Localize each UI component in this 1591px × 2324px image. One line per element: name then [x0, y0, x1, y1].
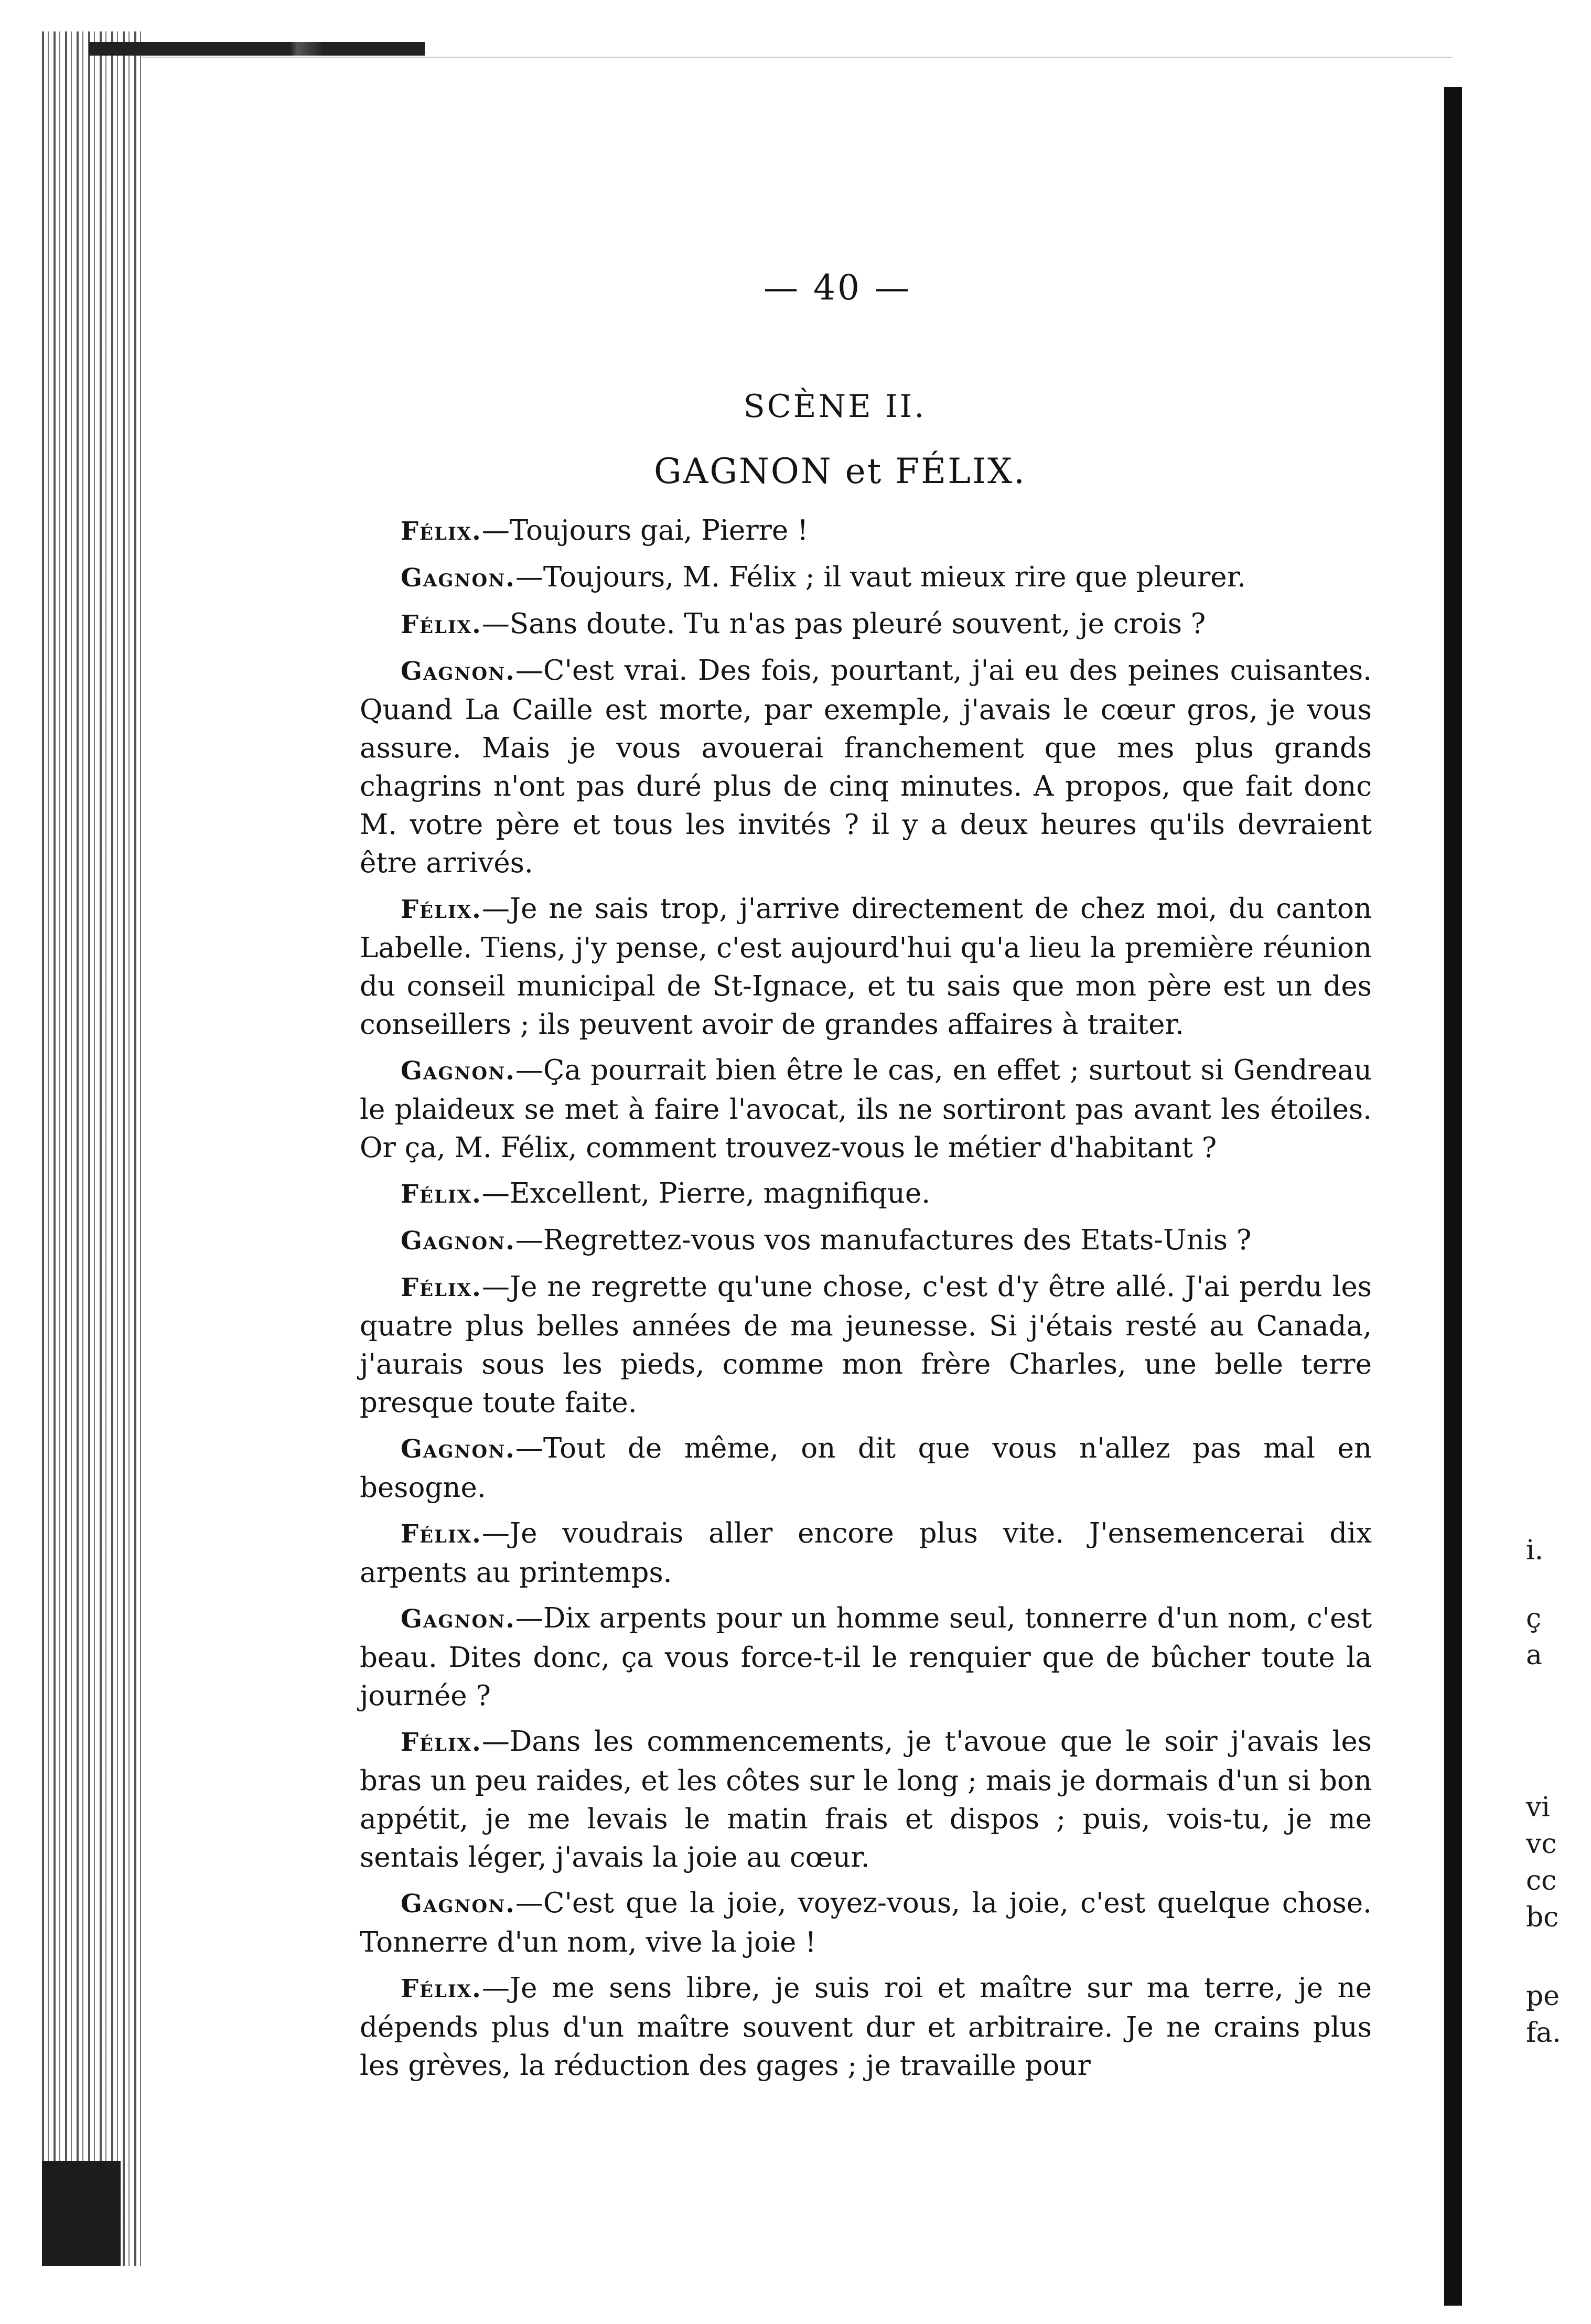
speaker-name: Gagnon.	[401, 1226, 515, 1256]
speech-text: —Dix arpents pour un homme seul, tonnerre d'un nom, c'est beau. Dites donc, ça vous force-t-il le renquier que de bûcher toute la journée ?	[360, 1602, 1372, 1712]
speech-text: —C'est vrai. Des fois, pourtant, j'ai eu des peines cuisantes. Quand La Caille est morte, par exemple, j'avais le cœur gros, je vous assure. Mais je vous avouerai franchement que mes plus grands chagrins n'ont pas duré plus de cinq minutes. A propos, que fait donc M. votre père et tous les invités ? il y a deux heures qu'ils devraient être arrivés.	[360, 655, 1372, 879]
speaker-name: Gagnon.	[401, 1889, 515, 1919]
speech-text: —Ça pourrait bien être le cas, en effet ; surtout si Gendreau le plaideux se met à faire l'avocat, ils ne sortiront pas avant les étoiles. Or ça, M. Félix, comment trouvez-vous le métier d'habitant ?	[360, 1054, 1372, 1164]
speaker-name: Gagnon.	[401, 657, 515, 686]
margin-fragment: fa.	[1526, 2017, 1561, 2049]
speaker-name: Félix.	[401, 1273, 482, 1302]
speaker-name: Félix.	[401, 517, 482, 546]
speech-text: —Je me sens libre, je suis roi et maître sur ma terre, je ne dépends plus d'un maître souvent dur et arbitraire. Je ne crains plus les grèves, la réduction des gages ; je travaille pour	[360, 1972, 1372, 2082]
speech	[360, 605, 1372, 644]
speech	[360, 1429, 1372, 1507]
speech	[360, 1514, 1372, 1592]
speech	[360, 1174, 1372, 1214]
margin-fragment: cc	[1526, 1865, 1557, 1897]
top-scan-line	[142, 57, 1453, 58]
speech	[360, 1969, 1372, 2085]
binding-edge-artifact	[42, 31, 142, 2266]
speech	[360, 1599, 1372, 1715]
binding-shadow-artifact	[42, 2161, 121, 2266]
speech	[360, 651, 1372, 882]
margin-fragment: i.	[1526, 1535, 1544, 1566]
speaker-name: Gagnon.	[401, 1604, 515, 1634]
speech-text: —Je ne regrette qu'une chose, c'est d'y être allé. J'ai perdu les quatre plus belles années de ma jeunesse. Si j'étais resté au Canada, j'aurais sous les pieds, comme mon frère Charles, une belle terre presque toute faite.	[360, 1271, 1372, 1419]
margin-fragment: vi	[1526, 1792, 1551, 1823]
speech	[360, 1722, 1372, 1877]
speech	[360, 1268, 1372, 1422]
speaker-name: Félix.	[401, 610, 482, 639]
speaker-name: Gagnon.	[401, 563, 515, 593]
speech	[360, 511, 1372, 551]
speaker-name: Félix.	[401, 895, 482, 924]
speech	[360, 890, 1372, 1044]
speech-text: —Toujours, M. Félix ; il vaut mieux rire que pleurer.	[515, 561, 1246, 593]
speaker-name: Gagnon.	[401, 1056, 515, 1086]
speech	[360, 1884, 1372, 1962]
speech-text: —Dans les commencements, je t'avoue que le soir j'avais les bras un peu raides, et les côtes sur le long ; mais je dormais d'un si bon appétit, je me levais le matin frais et dispos ; puis, vois-tu, je me sentais léger, j'avais la joie au cœur.	[360, 1726, 1372, 1873]
margin-fragment: a	[1526, 1640, 1543, 1671]
page-number: — 40 —	[764, 267, 911, 308]
speech-text: —Toujours gai, Pierre !	[481, 515, 809, 547]
top-scan-rule	[89, 42, 425, 56]
speaker-name: Félix.	[401, 1180, 482, 1209]
speech-text: —Je ne sais trop, j'arrive directement de chez moi, du canton Labelle. Tiens, j'y pense, c'est aujourd'hui qu'a lieu la première réunion du conseil municipal de St-Ignace, et tu sais que mon père est un des conseillers ; ils peuvent avoir de grandes affaires à traiter.	[360, 893, 1372, 1041]
margin-fragment: bc	[1526, 1902, 1559, 1933]
characters-heading: GAGNON et FÉLIX.	[653, 451, 1027, 491]
speech-text: —Excellent, Pierre, magnifique.	[481, 1177, 931, 1209]
speaker-name: Félix.	[401, 1728, 482, 1757]
speech-text: —Sans doute. Tu n'as pas pleuré souvent, je crois ?	[481, 608, 1206, 640]
speech	[360, 558, 1372, 597]
dialogue	[360, 511, 1372, 2092]
margin-fragment: vc	[1526, 1828, 1557, 1860]
speech-text: —Tout de même, on dit que vous n'allez pas mal en besogne.	[360, 1432, 1372, 1504]
scene-title: SCÈNE II.	[743, 388, 927, 425]
speech-text: —C'est que la joie, voyez-vous, la joie, c'est quelque chose. Tonnerre d'un nom, vive la joie !	[360, 1887, 1372, 1958]
speaker-name: Félix.	[401, 1519, 482, 1549]
margin-fragment: ç	[1526, 1603, 1542, 1634]
speech-text: —Je voudrais aller encore plus vite. J'ensemencerai dix arpents au printemps.	[360, 1517, 1372, 1589]
speaker-name: Gagnon.	[401, 1434, 515, 1464]
speaker-name: Félix.	[401, 1974, 482, 2004]
speech	[360, 1221, 1372, 1260]
speech	[360, 1051, 1372, 1167]
speech-text: —Regrettez-vous vos manufactures des Etats-Unis ?	[515, 1224, 1252, 1256]
margin-fragment: pe	[1526, 1980, 1560, 2012]
